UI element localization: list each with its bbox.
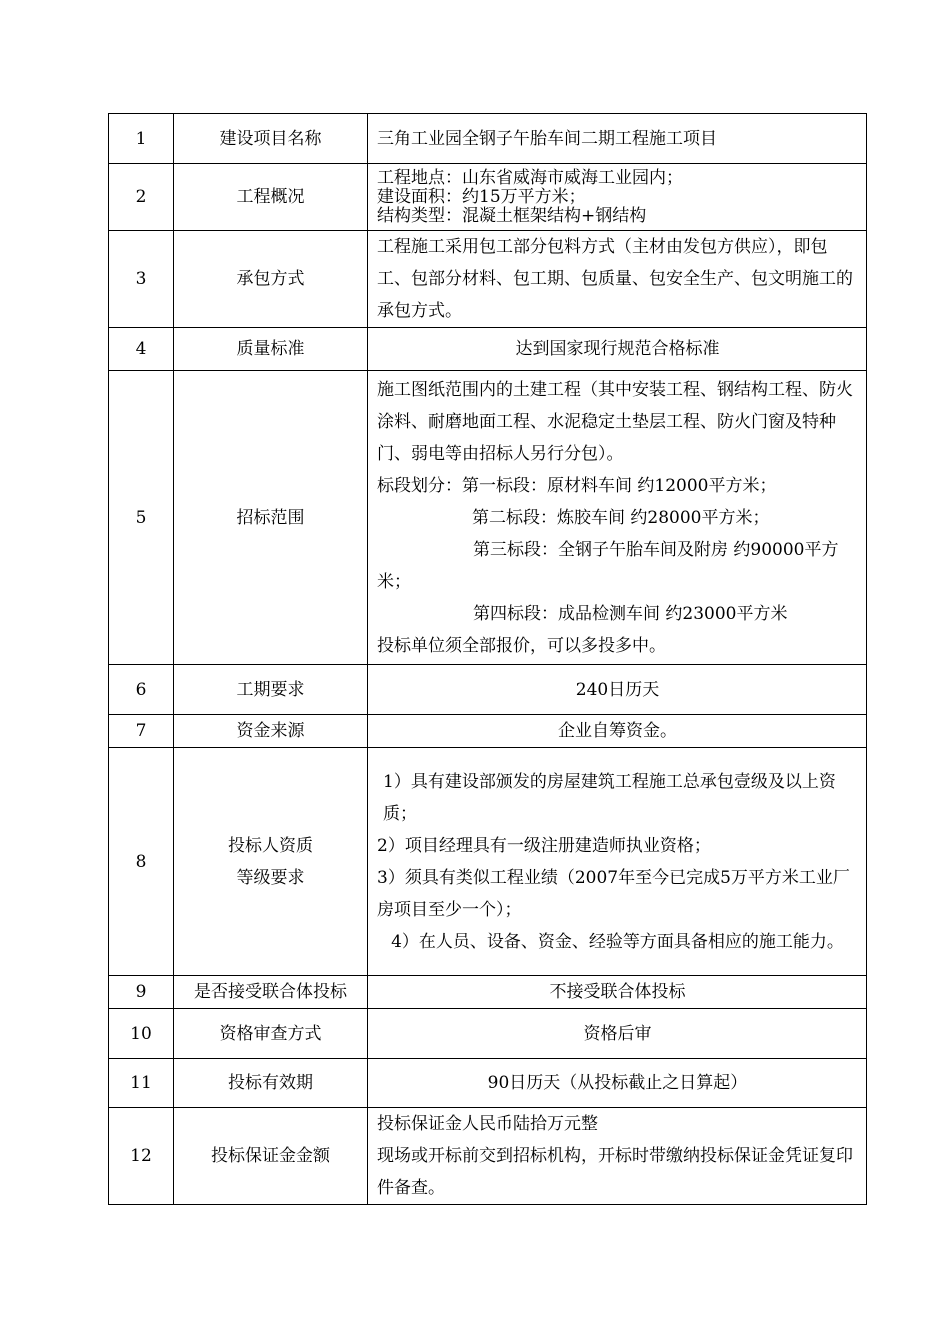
- row-label: 投标有效期: [174, 1059, 368, 1108]
- row-label: 投标保证金金额: [174, 1108, 368, 1205]
- row-number: 12: [109, 1108, 174, 1205]
- table-row: [109, 976, 867, 1009]
- label-line: 投标人资质: [228, 835, 313, 856]
- row-label: 质量标准: [174, 328, 368, 371]
- table-row: [109, 1108, 867, 1205]
- content-line: 1）具有建设部颁发的房屋建筑工程施工总承包壹级及以上资质；: [383, 771, 836, 824]
- row-content: 达到国家现行规范合格标准: [368, 328, 867, 371]
- row-label: 工程概况: [174, 164, 368, 231]
- row-content: 240日历天: [368, 665, 867, 715]
- table-row: [109, 371, 867, 665]
- content-line: 第二标段：炼胶车间 约28000平方米；: [472, 507, 770, 528]
- content-line: 标段划分：第一标段：原材料车间 约12000平方米；: [377, 475, 777, 496]
- content-line: 2）项目经理具有一级注册建造师执业资格；: [377, 835, 711, 856]
- row-number: 8: [109, 748, 174, 976]
- row-number: 2: [109, 164, 174, 231]
- row-number: 11: [109, 1059, 174, 1108]
- label-line: 等级要求: [236, 867, 305, 888]
- table-row: [109, 114, 867, 164]
- table-row: [109, 164, 867, 231]
- row-number: 7: [109, 715, 174, 748]
- content-line: 建设面积：约15万平方米；: [377, 186, 586, 207]
- content-line: 投标单位须全部报价，可以多投多中。: [377, 635, 666, 656]
- table-row: [109, 231, 867, 328]
- table-row: [109, 665, 867, 715]
- row-label: 资金来源: [174, 715, 368, 748]
- content-line: 施工图纸范围内的土建工程（其中安装工程、钢结构工程、防火涂料、耐磨地面工程、水泥稳定土垫层工程、防火门窗及特种门、弱电等由招标人另行分包）。: [377, 379, 853, 464]
- row-number: 4: [109, 328, 174, 371]
- table-row: [109, 1059, 867, 1108]
- table-row: [109, 328, 867, 371]
- tender-info-table: [108, 113, 867, 1205]
- content-line: 投标保证金人民币陆拾万元整: [377, 1114, 598, 1134]
- row-content: [368, 1108, 867, 1205]
- row-content: 企业自筹资金。: [368, 715, 867, 748]
- row-number: 10: [109, 1009, 174, 1059]
- content-line: 工程地点：山东省威海市威海工业园内；: [377, 167, 683, 188]
- table-row: [109, 1009, 867, 1059]
- row-label: 是否接受联合体投标: [174, 976, 368, 1009]
- row-number: 5: [109, 371, 174, 665]
- content-line: 4）在人员、设备、资金、经验等方面具备相应的施工能力。: [391, 931, 844, 952]
- row-content: 三角工业园全钢子午胎车间二期工程施工项目: [368, 114, 867, 164]
- row-label: 工期要求: [174, 665, 368, 715]
- row-content: [368, 164, 867, 231]
- row-content: 资格后审: [368, 1009, 867, 1059]
- row-label: 资格审查方式: [174, 1009, 368, 1059]
- row-content: 不接受联合体投标: [368, 976, 867, 1009]
- row-label: 承包方式: [174, 231, 368, 328]
- row-number: 1: [109, 114, 174, 164]
- row-label: [174, 748, 368, 976]
- table-row: [109, 748, 867, 976]
- content-line: 第四标段：成品检测车间 约23000平方米: [473, 603, 788, 624]
- row-number: 6: [109, 665, 174, 715]
- row-content: 90日历天（从投标截止之日算起）: [368, 1059, 867, 1108]
- content-line: 第三标段：全钢子午胎车间及附房 约90000平方米；: [377, 539, 839, 592]
- content-line: 3）须具有类似工程业绩（2007年至今已完成5万平方米工业厂房项目至少一个）；: [377, 867, 850, 920]
- content-line: 现场或开标前交到招标机构，开标时带缴纳投标保证金凭证复印件备查。: [377, 1146, 853, 1198]
- row-content: [368, 748, 867, 976]
- row-number: 9: [109, 976, 174, 1009]
- row-content: [368, 371, 867, 665]
- content-line: 结构类型：混凝土框架结构+钢结构: [377, 205, 647, 226]
- row-label: 建设项目名称: [174, 114, 368, 164]
- row-content: 工程施工采用包工部分包料方式（主材由发包方供应），即包工、包部分材料、包工期、包质量、包安全生产、包文明施工的承包方式。: [368, 231, 867, 328]
- row-number: 3: [109, 231, 174, 328]
- row-label: 招标范围: [174, 371, 368, 665]
- table-row: [109, 715, 867, 748]
